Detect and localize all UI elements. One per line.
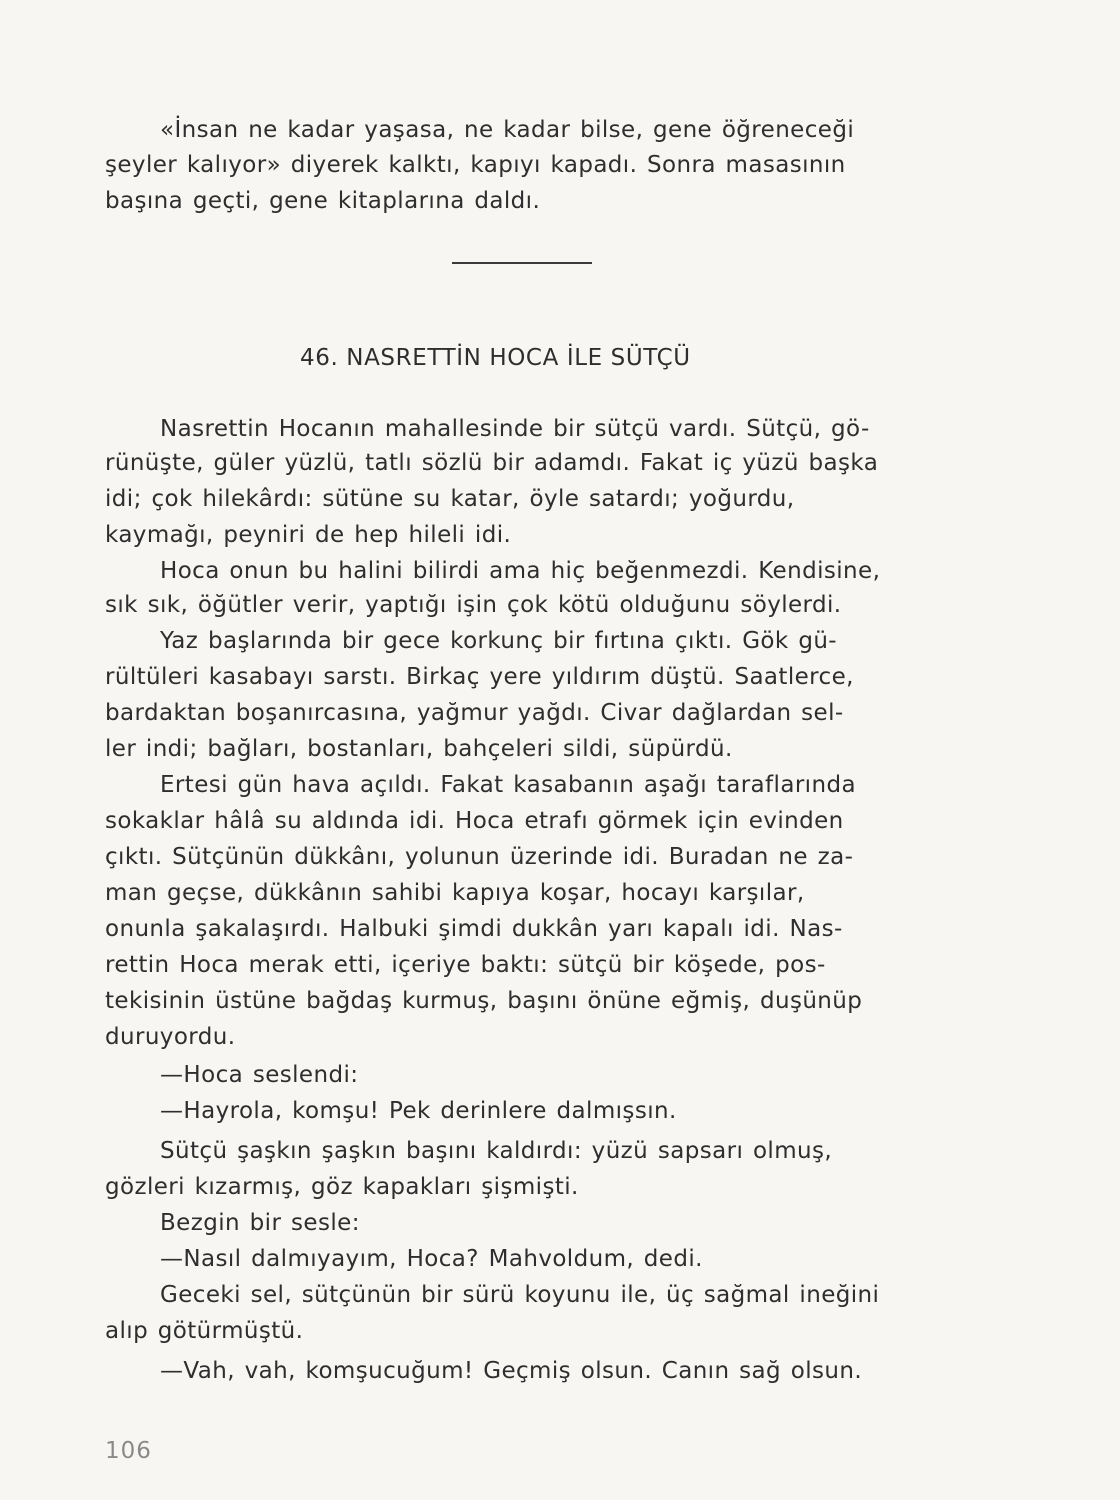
text-line: —Hoca seslendi:: [160, 1062, 359, 1088]
text-line: —Hayrola, komşu! Pek derinlere dalmışsın.: [160, 1098, 677, 1124]
text-line: kaymağı, peyniri de hep hileli idi.: [105, 522, 512, 548]
text-line: Nasrettin Hocanın mahallesinde bir sütçü vardı. Sütçü, gö-: [160, 416, 870, 442]
text-line: «İnsan ne kadar yaşasa, ne kadar bilse, gene öğreneceği: [160, 117, 855, 143]
text-line: sokaklar hâlâ su aldında idi. Hoca etrafı görmek için evinden: [105, 808, 844, 834]
text-line: gözleri kızarmış, göz kapakları şişmişti.: [105, 1174, 579, 1200]
text-line: ler indi; bağları, bostanları, bahçeleri sildi, süpürdü.: [105, 736, 733, 762]
text-line: rettin Hoca merak etti, içeriye baktı: sütçü bir köşede, pos-: [105, 952, 826, 978]
text-line: Geceki sel, sütçünün bir sürü koyunu ile, üç sağmal ineğini: [160, 1282, 880, 1308]
text-line: başına geçti, gene kitaplarına daldı.: [105, 188, 541, 214]
text-line: duruyordu.: [105, 1024, 236, 1050]
section-divider: [452, 262, 592, 264]
text-line: Yaz başlarında bir gece korkunç bir fırtına çıktı. Gök gü-: [160, 628, 837, 654]
text-line: —Vah, vah, komşucuğum! Geçmiş olsun. Canın sağ olsun.: [160, 1358, 863, 1384]
text-line: alıp götürmüştü.: [105, 1318, 304, 1344]
text-line: Bezgin bir sesle:: [160, 1210, 360, 1236]
text-line: tekisinin üstüne bağdaş kurmuş, başını önüne eğmiş, duşünüp: [105, 988, 863, 1014]
text-line: Sütçü şaşkın şaşkın başını kaldırdı: yüzü sapsarı olmuş,: [160, 1138, 833, 1164]
text-line: çıktı. Sütçünün dükkânı, yolunun üzerinde idi. Buradan ne za-: [105, 844, 854, 870]
text-line: man geçse, dükkânın sahibi kapıya koşar, hocayı karşılar,: [105, 880, 805, 906]
text-line: şeyler kalıyor» diyerek kalktı, kapıyı kapadı. Sonra masasının: [105, 152, 846, 178]
text-line: rültüleri kasabayı sarstı. Birkaç yere yıldırım düştü. Saatlerce,: [105, 664, 854, 690]
text-line: idi; çok hilekârdı: sütüne su katar, öyle satardı; yoğurdu,: [105, 486, 795, 512]
text-line: sık sık, öğütler verir, yaptığı işin çok kötü olduğunu söylerdi.: [105, 592, 842, 618]
text-line: Hoca onun bu halini bilirdi ama hiç beğenmezdi. Kendisine,: [160, 558, 881, 584]
text-line: onunla şakalaşırdı. Halbuki şimdi dukkân yarı kapalı idi. Nas-: [105, 916, 843, 942]
text-line: rünüşte, güler yüzlü, tatlı sözlü bir adamdı. Fakat iç yüzü başka: [105, 450, 879, 476]
text-line: Ertesi gün hava açıldı. Fakat kasabanın aşağı taraflarında: [160, 772, 856, 798]
text-line: —Nasıl dalmıyayım, Hoca? Mahvoldum, dedi.: [160, 1246, 703, 1272]
story-title: 46. NASRETTİN HOCA İLE SÜTÇÜ: [300, 345, 691, 371]
text-line: bardaktan boşanırcasına, yağmur yağdı. Civar dağlardan sel-: [105, 700, 844, 726]
page-number: 106: [105, 1438, 152, 1464]
